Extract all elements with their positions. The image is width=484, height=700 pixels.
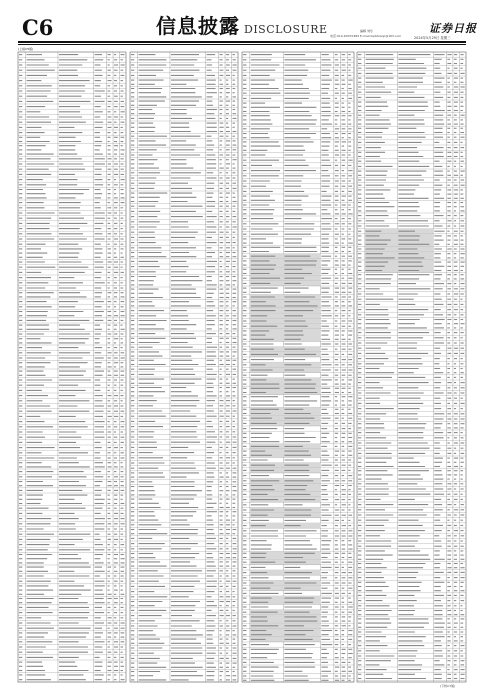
issue-date: 2024年5月29日 星期三 xyxy=(414,36,451,40)
listing-column xyxy=(130,52,238,682)
table-border xyxy=(130,52,238,682)
newspaper-logo: 证券日报 xyxy=(429,22,477,35)
shaded-cell xyxy=(250,300,321,308)
shaded-cell xyxy=(250,267,321,275)
shaded-cell xyxy=(250,551,321,559)
shaded-cell xyxy=(250,378,321,386)
page-code: C6 xyxy=(22,15,54,40)
contact-line: 电话:010-63070384 E-mail:zqrbbianji@163.com xyxy=(330,34,402,38)
listing-column xyxy=(242,52,354,682)
section-title-en: DISCLOSURE xyxy=(244,23,328,36)
table-border xyxy=(357,52,466,682)
listing-column xyxy=(18,52,126,682)
editor-credit: 编辑 刘乐 xyxy=(360,29,373,33)
shaded-cell xyxy=(250,628,321,636)
shaded-cell xyxy=(250,386,321,394)
continuation-note: (上接C5版) xyxy=(18,47,34,51)
shaded-cell xyxy=(250,596,321,604)
shaded-cell xyxy=(250,449,321,457)
section-title-cn: 信息披露 xyxy=(156,14,240,38)
shaded-cell xyxy=(250,407,321,415)
shaded-cell xyxy=(365,252,434,260)
listing-column xyxy=(357,52,466,682)
shaded-cell xyxy=(250,259,321,267)
shaded-cell xyxy=(250,615,321,623)
continued-note: (下转C7版) xyxy=(440,684,456,688)
shaded-cell xyxy=(250,483,321,491)
